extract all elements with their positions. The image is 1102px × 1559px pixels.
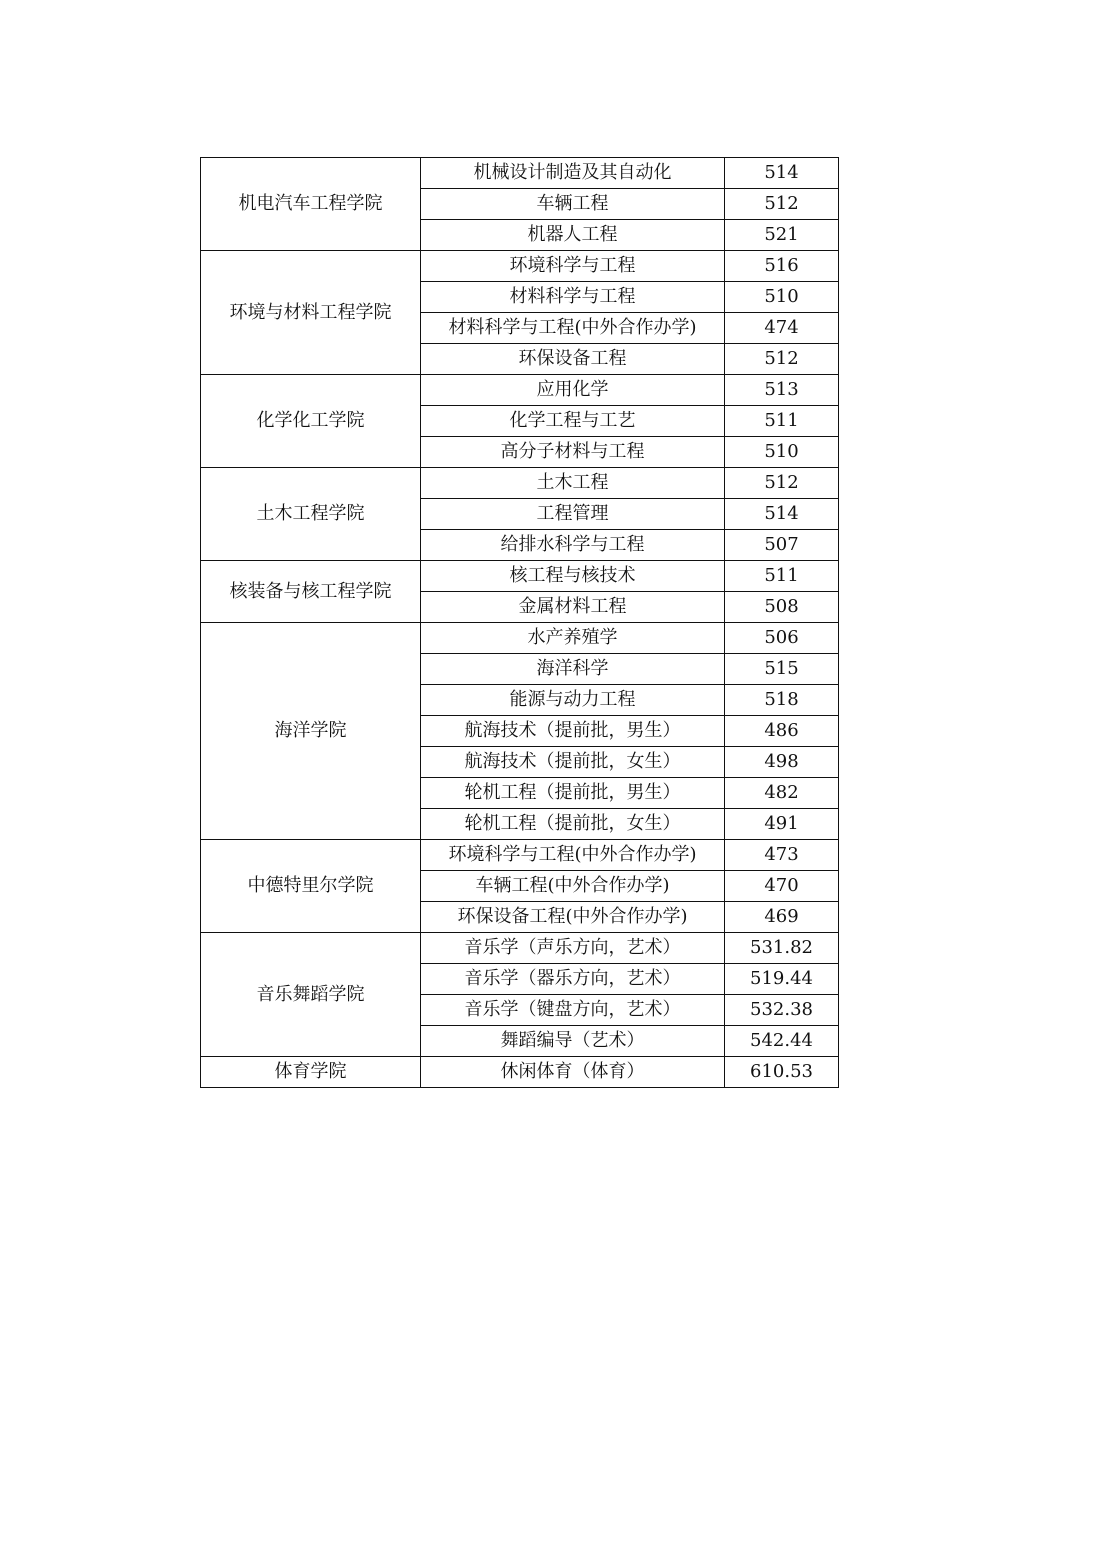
major-cell: 土木工程	[421, 468, 725, 499]
major-cell: 航海技术（提前批，男生）	[421, 716, 725, 747]
major-cell: 舞蹈编导（艺术）	[421, 1026, 725, 1057]
college-cell: 海洋学院	[201, 623, 421, 840]
score-cell: 491	[725, 809, 839, 840]
major-cell: 工程管理	[421, 499, 725, 530]
admission-score-table	[200, 157, 839, 1088]
major-cell: 音乐学（器乐方向，艺术）	[421, 964, 725, 995]
score-cell: 486	[725, 716, 839, 747]
score-cell: 510	[725, 437, 839, 468]
score-cell: 531.82	[725, 933, 839, 964]
college-cell: 土木工程学院	[201, 468, 421, 561]
major-cell: 音乐学（键盘方向，艺术）	[421, 995, 725, 1026]
score-cell: 516	[725, 251, 839, 282]
major-cell: 海洋科学	[421, 654, 725, 685]
major-cell: 轮机工程（提前批，女生）	[421, 809, 725, 840]
major-cell: 休闲体育（体育）	[421, 1057, 725, 1088]
major-cell: 航海技术（提前批，女生）	[421, 747, 725, 778]
major-cell: 车辆工程(中外合作办学)	[421, 871, 725, 902]
major-cell: 车辆工程	[421, 189, 725, 220]
major-cell: 材料科学与工程(中外合作办学)	[421, 313, 725, 344]
score-cell: 518	[725, 685, 839, 716]
college-cell: 核装备与核工程学院	[201, 561, 421, 623]
college-cell: 音乐舞蹈学院	[201, 933, 421, 1057]
score-cell: 511	[725, 561, 839, 592]
score-cell: 498	[725, 747, 839, 778]
score-cell: 519.44	[725, 964, 839, 995]
table-row	[201, 375, 839, 406]
college-cell: 体育学院	[201, 1057, 421, 1088]
score-cell: 469	[725, 902, 839, 933]
college-cell: 化学化工学院	[201, 375, 421, 468]
score-cell: 507	[725, 530, 839, 561]
score-cell: 515	[725, 654, 839, 685]
score-cell: 532.38	[725, 995, 839, 1026]
score-cell: 508	[725, 592, 839, 623]
score-cell: 521	[725, 220, 839, 251]
score-cell: 514	[725, 158, 839, 189]
major-cell: 环保设备工程(中外合作办学)	[421, 902, 725, 933]
table-row	[201, 561, 839, 592]
major-cell: 能源与动力工程	[421, 685, 725, 716]
major-cell: 应用化学	[421, 375, 725, 406]
major-cell: 音乐学（声乐方向，艺术）	[421, 933, 725, 964]
table-row	[201, 1057, 839, 1088]
score-cell: 513	[725, 375, 839, 406]
major-cell: 环境科学与工程(中外合作办学)	[421, 840, 725, 871]
major-cell: 水产养殖学	[421, 623, 725, 654]
major-cell: 化学工程与工艺	[421, 406, 725, 437]
major-cell: 金属材料工程	[421, 592, 725, 623]
table-row	[201, 468, 839, 499]
score-cell: 512	[725, 189, 839, 220]
score-cell: 470	[725, 871, 839, 902]
major-cell: 材料科学与工程	[421, 282, 725, 313]
college-cell: 中德特里尔学院	[201, 840, 421, 933]
college-cell: 环境与材料工程学院	[201, 251, 421, 375]
major-cell: 机器人工程	[421, 220, 725, 251]
table-row	[201, 251, 839, 282]
score-cell: 474	[725, 313, 839, 344]
score-cell: 610.53	[725, 1057, 839, 1088]
table-row	[201, 623, 839, 654]
major-cell: 轮机工程（提前批，男生）	[421, 778, 725, 809]
score-cell: 511	[725, 406, 839, 437]
major-cell: 环境科学与工程	[421, 251, 725, 282]
score-cell: 542.44	[725, 1026, 839, 1057]
major-cell: 给排水科学与工程	[421, 530, 725, 561]
major-cell: 高分子材料与工程	[421, 437, 725, 468]
score-cell: 512	[725, 344, 839, 375]
college-cell: 机电汽车工程学院	[201, 158, 421, 251]
table-row	[201, 933, 839, 964]
score-cell: 510	[725, 282, 839, 313]
table-row	[201, 840, 839, 871]
table-row	[201, 158, 839, 189]
table-body	[201, 158, 839, 1088]
major-cell: 核工程与核技术	[421, 561, 725, 592]
major-cell: 机械设计制造及其自动化	[421, 158, 725, 189]
major-cell: 环保设备工程	[421, 344, 725, 375]
score-cell: 512	[725, 468, 839, 499]
score-cell: 482	[725, 778, 839, 809]
score-cell: 514	[725, 499, 839, 530]
score-cell: 473	[725, 840, 839, 871]
score-cell: 506	[725, 623, 839, 654]
